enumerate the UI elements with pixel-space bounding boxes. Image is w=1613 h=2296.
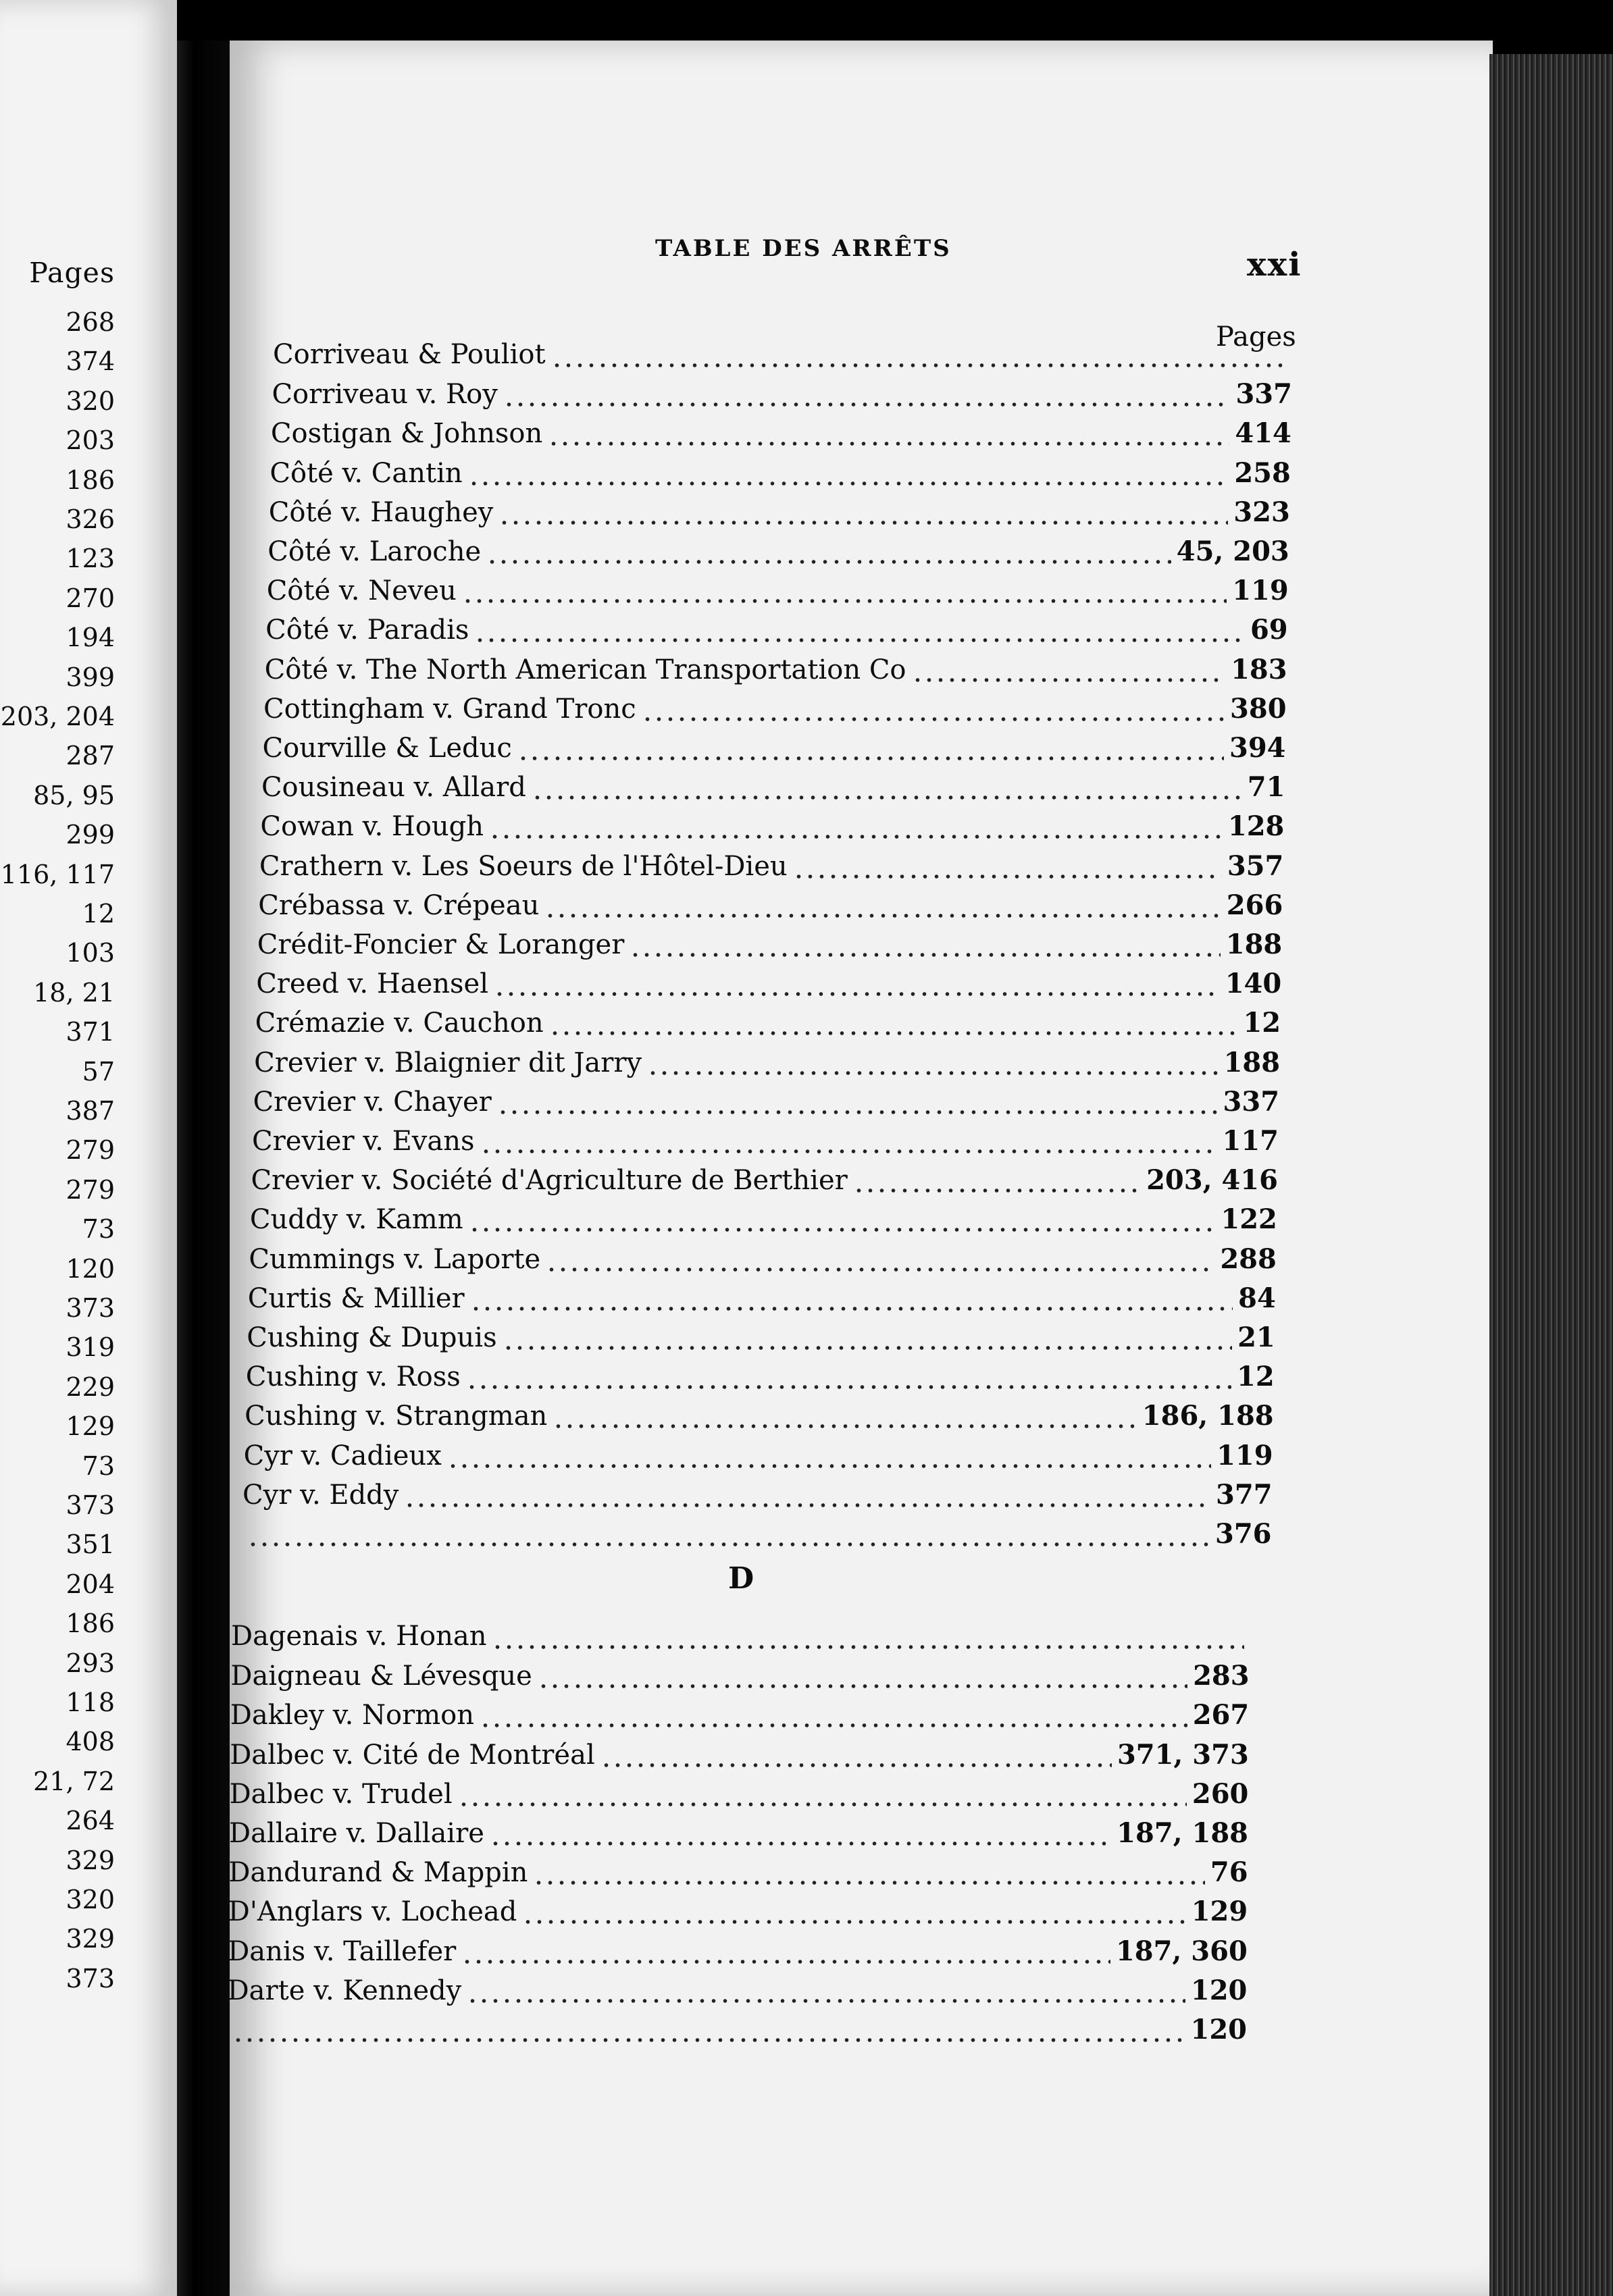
index-entry [269,496,1290,534]
case-pages: 117 [1222,1125,1279,1157]
left-page-number: 129 [66,1411,115,1442]
dot-leader [486,558,1171,565]
dot-leader [461,1958,1110,1965]
index-entry [257,929,1283,966]
left-page-number: 279 [66,1174,115,1205]
index-entry [228,1896,1248,1933]
index-entry [250,1203,1277,1241]
left-page-number: 73 [82,1451,115,1481]
index-entry [247,1322,1275,1359]
left-page-number: 287 [66,741,115,771]
dot-leader [497,1109,1218,1116]
left-page-number: 299 [66,820,115,850]
case-name: Danis v. Taillefer [228,1935,457,1967]
index-entry [248,1282,1276,1320]
left-page-number: 351 [66,1530,115,1560]
dot-leader [404,1502,1210,1509]
left-page-number: 103 [66,938,115,968]
dot-leader [551,362,1287,369]
index-entry [244,1440,1273,1478]
left-page-number: 120 [66,1253,115,1284]
index-entry [265,654,1287,692]
left-page-number: 194 [66,623,115,653]
case-pages: 45, 203 [1176,536,1289,567]
dot-leader [480,1722,1187,1729]
case-pages: 12 [1243,1007,1281,1039]
dot-leader [532,794,1242,801]
case-pages: 337 [1235,378,1292,411]
index-entry [249,1243,1277,1281]
case-pages: 120 [1190,1974,1248,2006]
case-name: Crevier v. Evans [252,1126,475,1157]
case-pages: 380 [1230,692,1287,725]
left-page-number: 203, 204 [0,702,115,731]
case-pages: 267 [1192,1699,1250,1731]
case-name: Cushing v. Strangman [245,1401,548,1432]
index-entry [228,1856,1248,1894]
case-name: Dagenais v. Honan [231,1621,487,1652]
index-entry [267,575,1289,612]
left-page-number: 57 [82,1056,115,1087]
case-pages: 371, 373 [1117,1738,1249,1771]
case-name: Courville & Leduc [262,733,512,764]
case-pages: 357 [1227,850,1284,882]
case-pages: 122 [1221,1203,1277,1236]
case-pages: 203, 416 [1146,1164,1278,1197]
dot-leader [467,1998,1185,2004]
index-entry [267,536,1289,573]
case-name: Darte v. Kennedy [227,1975,462,2006]
left-page-number: 387 [66,1096,115,1126]
case-name: Côté v. Cantin [270,457,463,489]
dot-leader [247,1541,1210,1548]
left-page-number: 123 [66,544,115,574]
index-entry [254,1047,1280,1085]
left-page-number: 186 [66,465,115,495]
index-entry [265,614,1288,652]
index-entry [228,1975,1248,2012]
index-entry [242,1479,1273,1517]
dot-leader [503,1345,1232,1351]
case-name: Dallaire v. Dallaire [229,1818,484,1849]
case-name: Cousineau v. Allard [261,772,526,804]
dot-leader [462,598,1227,604]
dot-leader [458,1801,1187,1808]
page-number: xxi [1247,246,1302,284]
case-name: Cushing & Dupuis [247,1322,497,1353]
case-pages: 376 [1215,1518,1272,1550]
left-page-number: 268 [66,307,115,337]
dot-leader [912,677,1226,683]
dot-leader [480,1148,1217,1155]
case-pages: 260 [1192,1777,1249,1810]
dot-leader [232,2037,1185,2043]
dot-leader [600,1762,1112,1769]
case-pages: 323 [1233,496,1290,528]
case-pages: 76 [1210,1856,1248,1889]
case-name: Dakley v. Normon [230,1700,474,1731]
index-entry [228,1935,1248,1973]
case-name: Crédit-Foncier & Loranger [257,929,625,960]
index-entry [229,1817,1248,1855]
case-name: Corriveau & Pouliot [273,339,546,370]
case-name: Côté v. Neveu [266,575,457,607]
case-pages: 186, 188 [1142,1400,1274,1432]
left-page-number: 320 [66,386,115,416]
case-name: Cuddy v. Kamm [249,1204,463,1236]
left-page-number: 408 [66,1727,115,1757]
case-pages: 120 [1190,2014,1247,2045]
dot-leader [447,1463,1211,1469]
case-name: Côté v. Haughey [268,496,494,528]
left-pages-header: Pages [29,257,115,289]
case-name: Dalbec v. Trudel [229,1778,453,1810]
dot-leader [470,1305,1233,1312]
case-pages: 21 [1237,1322,1275,1353]
dot-leader [503,401,1231,408]
left-page-number: 329 [66,1924,115,1954]
case-pages: 84 [1238,1282,1276,1314]
index-entry [251,1164,1278,1202]
case-pages: 128 [1227,810,1285,843]
case-pages: 288 [1220,1243,1277,1275]
case-name: Cyr v. Eddy [242,1479,399,1511]
index-entry [271,417,1291,455]
index-entry [252,1125,1279,1163]
running-head: TABLE DES ARRÊTS [655,235,952,262]
index-entry [260,810,1284,848]
case-name: Crébassa v. Crépeau [258,889,540,921]
case-pages: 188 [1225,929,1283,960]
left-page-number: 21, 72 [33,1766,115,1796]
section-letter-d: D [728,1561,754,1596]
left-page-number: 293 [66,1648,115,1678]
left-page-number: 320 [66,1885,115,1914]
case-name: Dalbec v. Cité de Montréal [230,1739,595,1771]
left-page-number: 85, 95 [33,780,115,810]
case-name: D'Anglars v. Lochead [228,1896,517,1928]
left-page-number: 229 [66,1372,115,1402]
left-page-number: 204 [66,1569,115,1599]
dot-leader [494,991,1220,997]
case-pages: 129 [1191,1896,1248,1928]
book-fore-edge [1489,54,1613,2296]
case-name: Cottingham v. Grand Tronc [263,693,636,725]
case-pages: 119 [1217,1439,1273,1471]
index-entry [270,457,1291,495]
left-page-number: 116, 117 [0,859,115,889]
dot-leader [630,951,1220,958]
left-page-number: 319 [66,1332,115,1363]
dot-leader [548,440,1229,447]
index-entry [230,1739,1249,1777]
case-pages: 266 [1226,889,1283,921]
case-name: Cummings v. Laporte [249,1243,541,1275]
case-pages: 187, 188 [1117,1817,1248,1849]
dot-leader [553,1423,1136,1430]
left-page-number: 279 [66,1135,115,1166]
index-entry [230,1660,1249,1698]
case-pages: 283 [1193,1660,1250,1692]
case-pages: 394 [1229,732,1286,764]
case-pages: 188 [1223,1046,1281,1078]
left-page-number: 326 [66,504,115,534]
case-pages: 183 [1231,653,1287,685]
case-name: Côté v. Laroche [267,536,482,567]
index-entry [263,732,1286,770]
dot-leader [474,637,1245,644]
index-entry [245,1400,1274,1438]
case-name: Côté v. Paradis [265,615,469,646]
case-pages: 414 [1235,417,1291,450]
case-name: Cyr v. Cadieux [243,1440,442,1471]
index-entry [255,1007,1281,1045]
case-pages: 69 [1250,614,1288,646]
index-entry [227,2014,1247,2052]
index-entry [231,1621,1250,1659]
case-pages: 71 [1247,771,1285,804]
left-page-number: 373 [66,1963,115,1993]
index-entry [246,1361,1275,1399]
left-page-number: 374 [66,346,115,377]
left-page-number: 373 [66,1293,115,1323]
index-entry [256,968,1281,1006]
dot-leader [544,912,1221,919]
case-pages: 377 [1216,1478,1273,1511]
case-name: Curtis & Millier [247,1282,465,1314]
left-page-number: 73 [82,1214,115,1245]
case-name: Creed v. Haensel [256,968,489,1000]
case-name: Crémazie v. Cauchon [255,1008,544,1039]
case-pages: 337 [1223,1085,1280,1118]
pages-column-label: Pages [1216,321,1296,353]
left-page-number: 371 [66,1017,115,1047]
case-name: Côté v. The North American Transportation Co [264,654,906,685]
left-page-number: 373 [66,1490,115,1520]
left-page-number: 264 [66,1806,115,1836]
left-page-number: 329 [66,1845,115,1875]
index-entry [230,1778,1249,1816]
index-entry [261,771,1285,809]
dot-leader [522,1919,1185,1925]
case-name: Dandurand & Mappin [228,1857,528,1889]
left-page-number: 270 [66,583,115,613]
dot-leader [533,1879,1205,1886]
case-name: Costigan & Johnson [270,418,543,450]
case-pages: 258 [1234,456,1291,489]
case-name: Cowan v. Hough [260,811,484,843]
index-entry [273,339,1293,377]
dot-leader [469,1226,1216,1233]
case-name: Cushing v. Ross [245,1361,461,1393]
index-entry [242,1518,1272,1556]
case-name: Daigneau & Lévesque [230,1661,532,1692]
case-name: Crevier v. Chayer [253,1086,492,1118]
index-entry [272,378,1292,416]
left-page-number: 118 [66,1688,115,1717]
left-page-fragment [0,0,177,2296]
left-page-number: 12 [82,899,115,929]
dot-leader [647,1070,1219,1076]
left-page-number: 203 [66,425,115,456]
case-pages: 12 [1237,1361,1275,1393]
dot-leader [489,833,1223,840]
dot-leader [538,1683,1187,1690]
case-name: Crevier v. Société d'Agriculture de Berthier [251,1165,848,1197]
left-page-number: 18, 21 [33,977,115,1008]
case-name: Corriveau v. Roy [272,379,498,411]
index-entry [253,1086,1280,1124]
dot-leader [853,1187,1141,1194]
case-pages: 187, 360 [1115,1935,1248,1967]
dot-leader [642,716,1225,723]
case-pages: 119 [1232,575,1289,607]
book-gutter [177,41,232,2296]
dot-leader [546,1266,1214,1273]
dot-leader [468,480,1229,487]
index-entry [263,693,1287,731]
left-page-number: 186 [66,1609,115,1639]
index-entry [259,850,1284,888]
case-name: Crathern v. Les Soeurs de l'Hôtel-Dieu [259,850,788,882]
index-entry [258,889,1283,927]
dot-leader [793,873,1222,880]
dot-leader [466,1384,1231,1390]
dot-leader [490,1840,1111,1847]
dot-leader [492,1644,1244,1650]
left-page-number: 399 [66,662,115,692]
dot-leader [517,755,1224,762]
case-name: Crevier v. Blaignier dit Jarry [254,1047,642,1078]
index-entry [230,1699,1249,1737]
dot-leader [498,519,1228,526]
case-pages: 140 [1225,968,1282,1000]
dot-leader [549,1030,1238,1037]
